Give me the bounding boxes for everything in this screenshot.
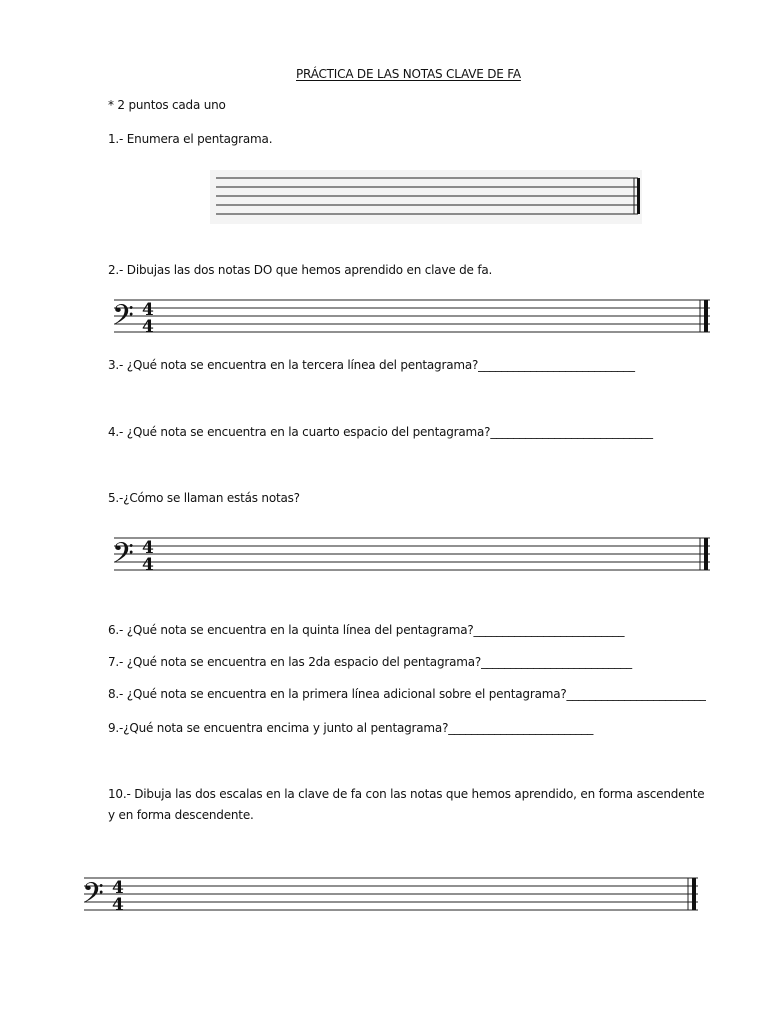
question-7: 7.- ¿Qué nota se encuentra en las 2da espacio del pentagrama?__________________________ bbox=[108, 655, 632, 669]
bass-clef-icon: 𝄢 bbox=[112, 299, 134, 339]
points-note: * 2 puntos cada uno bbox=[108, 98, 226, 112]
question-8: 8.- ¿Qué nota se encuentra en la primera línea adicional sobre el pentagrama?________________________ bbox=[108, 687, 706, 701]
bass-clef-icon: 𝄢 bbox=[112, 537, 134, 577]
question-2: 2.- Dibujas las dos notas DO que hemos aprendido en clave de fa. bbox=[108, 263, 493, 277]
time-signature-top: 4 bbox=[112, 878, 124, 898]
staff-2 bbox=[110, 292, 714, 340]
question-9: 9.-¿Qué nota se encuentra encima y junto al pentagrama?_________________________ bbox=[108, 721, 594, 735]
time-signature-bottom: 4 bbox=[142, 555, 154, 575]
time-signature-bottom: 4 bbox=[142, 317, 154, 337]
worksheet-title: PRÁCTICA DE LAS NOTAS CLAVE DE FA bbox=[296, 67, 521, 81]
question-3: 3.- ¿Qué nota se encuentra en la tercera línea del pentagrama?___________________________ bbox=[108, 358, 635, 372]
time-signature-top: 4 bbox=[142, 538, 154, 558]
question-1: 1.- Enumera el pentagrama. bbox=[108, 132, 273, 146]
bass-clef-icon: 𝄢 bbox=[82, 877, 104, 917]
question-10: 10.- Dibuja las dos escalas en la clave de fa con las notas que hemos aprendido, en forma ascendente y en forma descendente. bbox=[108, 787, 705, 822]
time-signature-bottom: 4 bbox=[112, 895, 124, 915]
staff-3 bbox=[110, 530, 714, 578]
question-5: 5.-¿Cómo se llaman estás notas? bbox=[108, 491, 300, 505]
staff-4 bbox=[80, 870, 702, 918]
time-signature-top: 4 bbox=[142, 300, 154, 320]
question-4: 4.- ¿Qué nota se encuentra en la cuarto espacio del pentagrama?____________________________ bbox=[108, 425, 653, 439]
staff-1 bbox=[210, 170, 642, 224]
question-6: 6.- ¿Qué nota se encuentra en la quinta línea del pentagrama?__________________________ bbox=[108, 623, 625, 637]
